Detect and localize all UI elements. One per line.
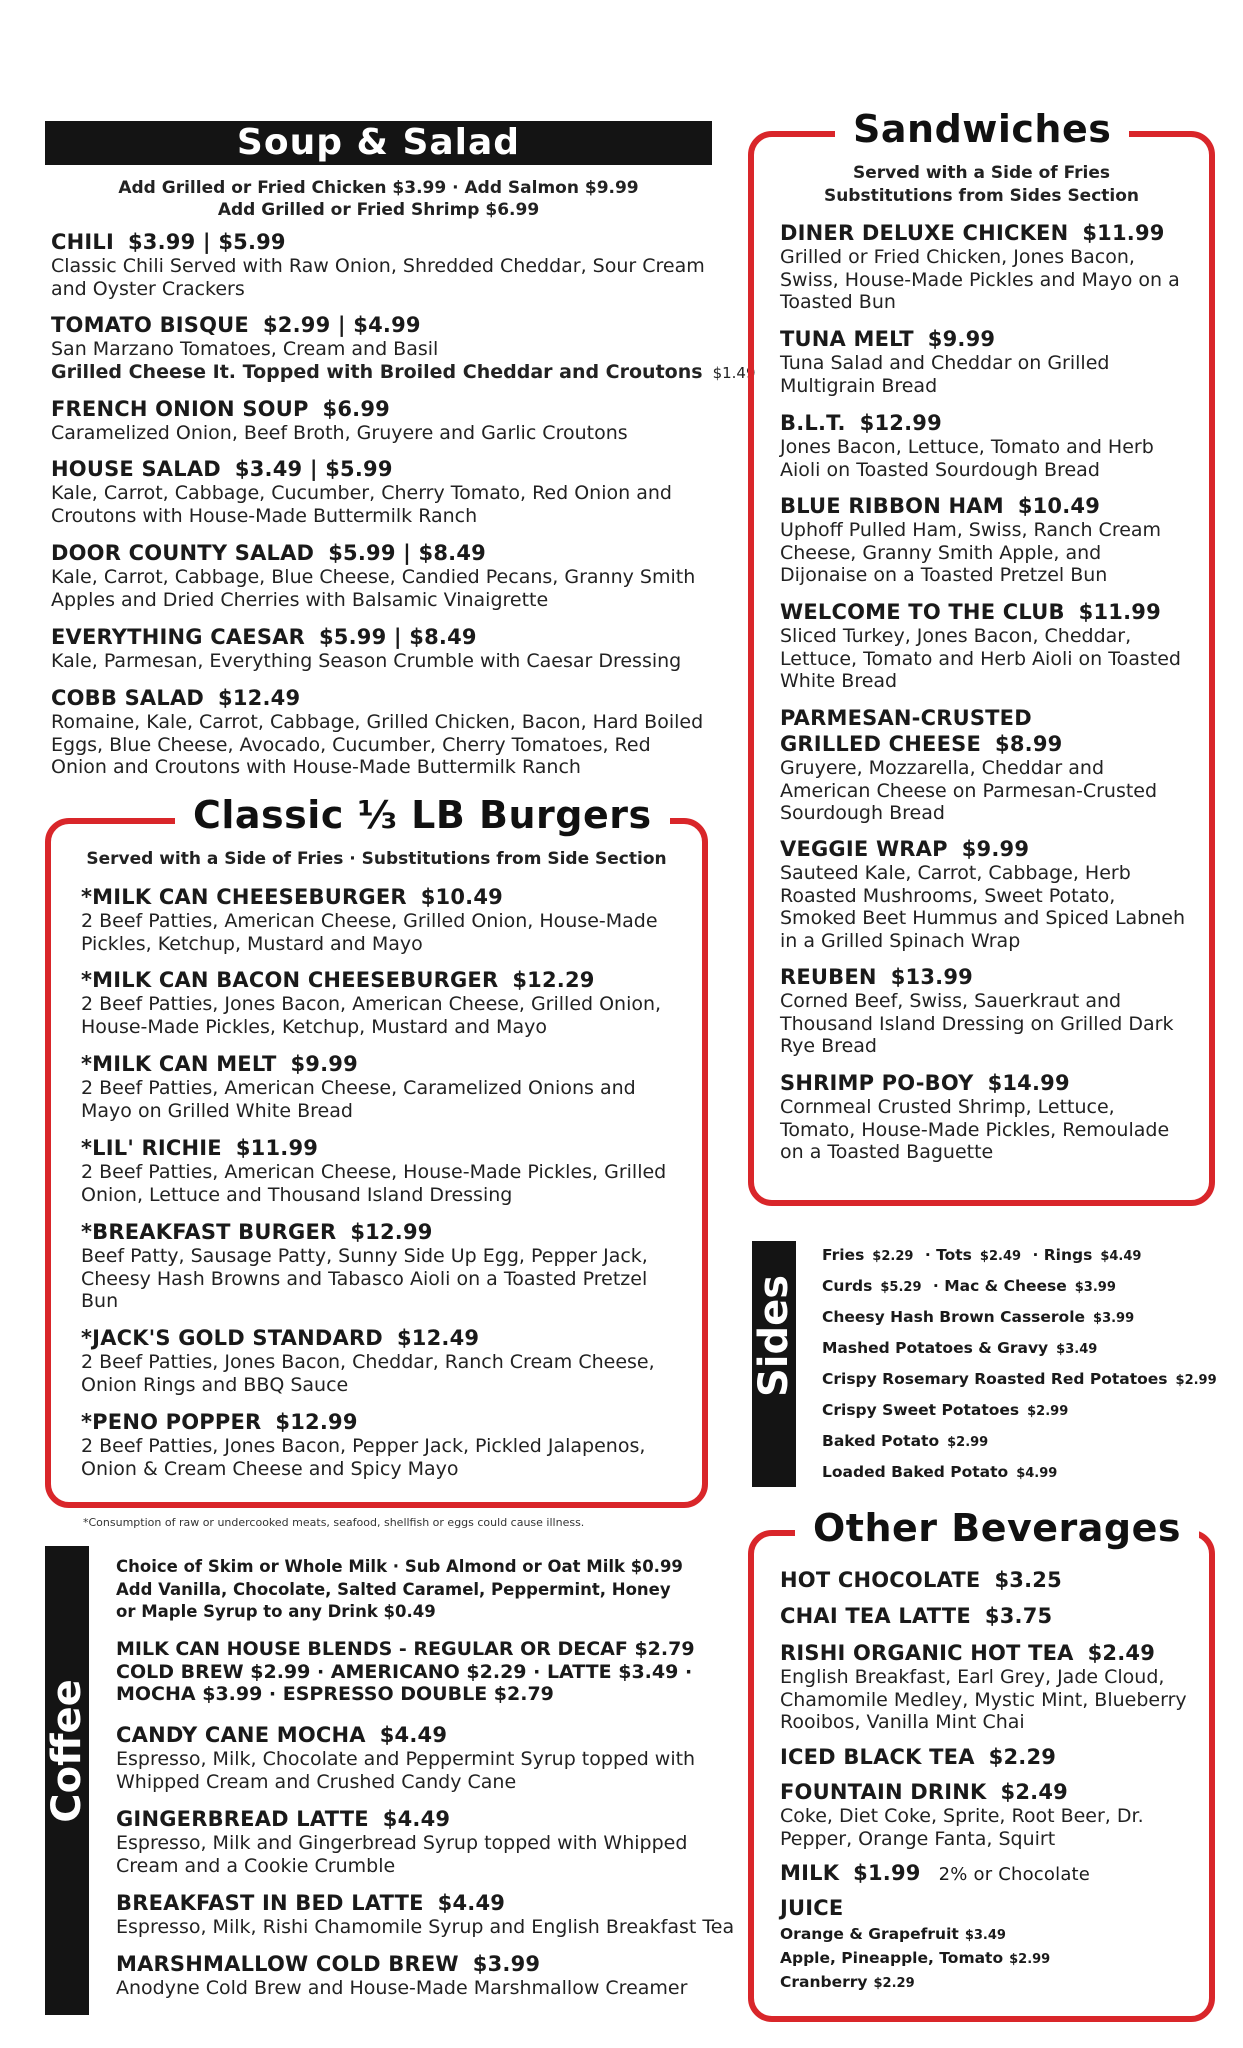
sandwich-item-tuna-melt bbox=[780, 326, 1190, 397]
item-extra-price: $1.49 bbox=[712, 363, 756, 382]
item-name: REUBEN bbox=[780, 965, 877, 989]
item-description: Classic Chili Served with Raw Onion, Shredded Cheddar, Sour Cream and Oyster Crackers bbox=[51, 255, 705, 300]
side-price: $3.49 bbox=[1056, 1342, 1098, 1357]
item-description: Kale, Carrot, Cabbage, Blue Cheese, Candied Pecans, Granny Smith Apples and Dried Cherries with Balsamic Vinaigrette bbox=[51, 566, 696, 611]
soup-item-french-onion bbox=[51, 396, 711, 445]
side-name: Mashed Potatoes & Gravy bbox=[822, 1339, 1049, 1357]
sandwich-item-blt bbox=[780, 410, 1190, 481]
item-price: $1.99 bbox=[853, 1861, 921, 1885]
coffee-addons-line: Choice of Skim or Whole Milk · Sub Almond or Oat Milk $0.99 bbox=[116, 1557, 683, 1576]
item-name: MARSHMALLOW COLD BREW bbox=[116, 1952, 459, 1976]
item-description: 2 Beef Patties, Jones Bacon, American Cheese, Grilled Onion, House-Made Pickles, Ketchup, Mustard and Mayo bbox=[81, 993, 662, 1038]
side-price: $5.29 bbox=[880, 1280, 922, 1295]
item-description: Anodyne Cold Brew and House-Made Marshmallow Creamer bbox=[116, 1977, 688, 1999]
milk-note: 2% or Chocolate bbox=[938, 1864, 1091, 1885]
soup-item-chili bbox=[51, 229, 711, 300]
item-name: FRENCH ONION SOUP bbox=[51, 397, 309, 421]
item-price: $2.49 bbox=[1000, 1780, 1068, 1804]
item-description: Gruyere, Mozzarella, Cheddar and American Cheese on Parmesan-Crusted Sourdough Bread bbox=[780, 757, 1158, 824]
item-description: 2 Beef Patties, American Cheese, House-Made Pickles, Grilled Onion, Lettuce and Thousand Island Dressing bbox=[81, 1161, 667, 1206]
burger-item-breakfast bbox=[81, 1219, 681, 1313]
side-price: $4.49 bbox=[1100, 1249, 1142, 1264]
item-description: Uphoff Pulled Ham, Swiss, Ranch Cream Cheese, Granny Smith Apple, and Dijonaise on a Toasted Pretzel Bun bbox=[780, 519, 1162, 586]
item-price: $10.49 bbox=[1017, 494, 1101, 518]
item-price: $9.99 bbox=[961, 837, 1030, 861]
item-description: Kale, Carrot, Cabbage, Cucumber, Cherry Tomato, Red Onion and Croutons with House-Made Buttermilk Ranch bbox=[51, 482, 672, 527]
side-price: $2.49 bbox=[979, 1249, 1022, 1264]
juice-option: Orange & Grapefruit $3.49 bbox=[780, 1925, 1006, 1943]
side-name: · Rings bbox=[1032, 1246, 1093, 1264]
side-name: Baked Potato bbox=[822, 1432, 940, 1450]
coffee-item-breakfast-in-bed bbox=[116, 1890, 736, 1939]
soup-salad-addons-2: Add Grilled or Fried Shrimp $6.99 bbox=[217, 200, 540, 220]
side-name: · Tots bbox=[924, 1246, 972, 1264]
item-description: Coke, Diet Coke, Sprite, Root Beer, Dr. Pepper, Orange Fanta, Squirt bbox=[780, 1805, 1144, 1850]
side-price: $4.99 bbox=[1016, 1466, 1058, 1481]
side-name: Crispy Sweet Potatoes bbox=[822, 1401, 1020, 1419]
side-name: · Mac & Cheese bbox=[932, 1277, 1067, 1295]
coffee-blends-line: MOCHA $3.99 · ESPRESSO DOUBLE $2.79 bbox=[116, 1683, 554, 1705]
item-description: Espresso, Milk and Gingerbread Syrup topped with Whipped Cream and a Cookie Crumble bbox=[116, 1832, 688, 1877]
item-name: HOT CHOCOLATE bbox=[780, 1568, 981, 1592]
beverage-item-chai-tea-latte bbox=[780, 1603, 1200, 1629]
burger-item-bacon-cheeseburger bbox=[81, 967, 681, 1038]
item-description: 2 Beef Patties, American Cheese, Grilled Onion, House-Made Pickles, Ketchup, Mustard and Mayo bbox=[81, 910, 658, 955]
item-price: $3.99 | $5.99 bbox=[128, 230, 286, 254]
item-name: COBB SALAD bbox=[51, 686, 205, 710]
sandwich-item-shrimp-po-boy bbox=[780, 1070, 1190, 1164]
salad-item-door-county bbox=[51, 540, 711, 611]
salad-item-everything-caesar bbox=[51, 624, 711, 673]
item-description: 2 Beef Patties, Jones Bacon, Pepper Jack, Pickled Jalapenos, Onion & Cream Cheese and Spicy Mayo bbox=[81, 1435, 646, 1480]
item-price: $11.99 bbox=[1082, 221, 1165, 245]
sides-row bbox=[822, 1463, 1057, 1481]
item-description: Corned Beef, Swiss, Sauerkraut and Thousand Island Dressing on Grilled Dark Rye Bread bbox=[780, 990, 1174, 1057]
sandwich-item-blue-ribbon-ham bbox=[780, 493, 1190, 587]
sides-row bbox=[822, 1308, 1134, 1326]
item-name: DOOR COUNTY SALAD bbox=[51, 541, 315, 565]
item-name: MILK bbox=[780, 1861, 840, 1885]
item-description: Sauteed Kale, Carrot, Cabbage, Herb Roasted Mushrooms, Sweet Potato, Smoked Beet Hummus and Spiced Labneh in a Grilled Spinach Wrap bbox=[780, 862, 1186, 952]
raw-food-disclaimer: *Consumption of raw or undercooked meats, seafood, shellfish or eggs could cause illness. bbox=[83, 1516, 585, 1529]
sides-row bbox=[822, 1246, 1141, 1264]
item-name: *LIL' RICHIE bbox=[81, 1136, 222, 1160]
sandwich-item-reuben bbox=[780, 964, 1195, 1058]
salad-item-house bbox=[51, 456, 711, 527]
coffee-bar bbox=[45, 1546, 89, 2015]
burger-item-melt bbox=[81, 1051, 681, 1122]
item-price: $4.49 bbox=[379, 1723, 448, 1747]
item-name: *PENO POPPER bbox=[81, 1410, 262, 1434]
coffee-house-blends bbox=[116, 1638, 695, 1706]
beverage-item-hot-chocolate bbox=[780, 1567, 1200, 1593]
item-description: Espresso, Milk, Chocolate and Peppermint Syrup topped with Whipped Cream and Crushed Candy Cane bbox=[116, 1748, 696, 1793]
item-name: BLUE RIBBON HAM bbox=[780, 494, 1004, 518]
burger-item-cheeseburger bbox=[81, 884, 681, 955]
side-price: $2.99 bbox=[947, 1435, 989, 1450]
side-name: Crispy Rosemary Roasted Red Potatoes bbox=[822, 1370, 1168, 1388]
side-name: Curds bbox=[822, 1277, 873, 1295]
item-name: RISHI ORGANIC HOT TEA bbox=[780, 1641, 1074, 1665]
item-extra: Grilled Cheese It. Topped with Broiled Cheddar and Croutons bbox=[51, 360, 703, 383]
item-description: Cornmeal Crusted Shrimp, Lettuce, Tomato, House-Made Pickles, Remoulade on a Toasted Baguette bbox=[780, 1096, 1170, 1163]
side-price: $2.99 bbox=[1027, 1404, 1069, 1419]
side-price: $3.99 bbox=[1074, 1280, 1116, 1295]
item-name: *JACK'S GOLD STANDARD bbox=[81, 1326, 383, 1350]
item-price: $11.99 bbox=[235, 1136, 319, 1160]
item-price: $14.99 bbox=[987, 1071, 1070, 1095]
side-name: Cheesy Hash Brown Casserole bbox=[822, 1308, 1086, 1326]
item-price: $3.25 bbox=[994, 1568, 1062, 1592]
item-price: $8.99 bbox=[995, 732, 1063, 756]
item-name: CANDY CANE MOCHA bbox=[116, 1723, 366, 1747]
coffee-item-candy-cane-mocha bbox=[116, 1722, 726, 1793]
item-price: $3.99 bbox=[472, 1952, 541, 1976]
item-price: $2.29 bbox=[988, 1745, 1057, 1769]
item-price: $12.99 bbox=[859, 411, 942, 435]
side-price: $3.99 bbox=[1093, 1311, 1135, 1326]
soup-salad-addons-1: Add Grilled or Fried Chicken $3.99 · Add Salmon $9.99 bbox=[118, 178, 639, 198]
item-price: $9.99 bbox=[927, 327, 996, 351]
item-price: $2.49 bbox=[1087, 1641, 1156, 1665]
beverage-item-milk bbox=[780, 1860, 1200, 1888]
item-price: $12.99 bbox=[275, 1410, 358, 1434]
item-name: DINER DELUXE CHICKEN bbox=[780, 221, 1069, 245]
sides-title: Sides bbox=[751, 1274, 797, 1398]
item-name: GINGERBREAD LATTE bbox=[116, 1807, 369, 1831]
item-name: HOUSE SALAD bbox=[51, 457, 221, 481]
item-name: *BREAKFAST BURGER bbox=[81, 1220, 337, 1244]
item-name: ICED BLACK TEA bbox=[780, 1745, 975, 1769]
item-description: Beef Patty, Sausage Patty, Sunny Side Up Egg, Pepper Jack, Cheesy Hash Browns and Tabasco Aioli on a Toasted Pretzel Bun bbox=[81, 1245, 648, 1312]
item-price: $2.99 | $4.99 bbox=[262, 313, 421, 337]
item-name: BREAKFAST IN BED LATTE bbox=[116, 1891, 424, 1915]
coffee-item-marshmallow-cold-brew bbox=[116, 1951, 736, 2000]
item-description: Espresso, Milk, Rishi Chamomile Syrup and English Breakfast Tea bbox=[116, 1916, 735, 1938]
coffee-blends-line: MILK CAN HOUSE BLENDS - REGULAR OR DECAF $2.79 bbox=[116, 1638, 695, 1660]
item-description: 2 Beef Patties, Jones Bacon, Cheddar, Ranch Cream Cheese, Onion Rings and BBQ Sauce bbox=[81, 1351, 655, 1396]
item-name: WELCOME TO THE CLUB bbox=[780, 600, 1065, 624]
item-price: $3.75 bbox=[984, 1604, 1053, 1628]
item-price: $11.99 bbox=[1078, 600, 1161, 624]
item-price: $3.49 | $5.99 bbox=[234, 457, 393, 481]
item-price: $9.99 bbox=[290, 1052, 358, 1076]
item-description: San Marzano Tomatoes, Cream and Basil bbox=[51, 338, 439, 360]
item-name: TUNA MELT bbox=[780, 327, 914, 351]
item-name: TOMATO BISQUE bbox=[51, 313, 249, 337]
item-price: $5.99 | $8.49 bbox=[328, 541, 486, 565]
coffee-item-gingerbread-latte bbox=[116, 1806, 726, 1877]
item-name: CHAI TEA LATTE bbox=[780, 1604, 971, 1628]
item-price: $12.29 bbox=[512, 968, 595, 992]
item-description: Kale, Parmesan, Everything Season Crumble with Caesar Dressing bbox=[51, 650, 682, 672]
item-name-line1: PARMESAN-CRUSTED bbox=[780, 706, 1032, 730]
item-name: *MILK CAN BACON CHEESEBURGER bbox=[81, 968, 499, 992]
item-price: $13.99 bbox=[890, 965, 973, 989]
sides-row bbox=[822, 1432, 988, 1450]
juice-option: Apple, Pineapple, Tomato $2.99 bbox=[780, 1949, 1051, 1967]
soup-item-tomato-bisque bbox=[51, 312, 756, 384]
item-price: $10.49 bbox=[420, 885, 503, 909]
item-name: SHRIMP PO-BOY bbox=[780, 1071, 974, 1095]
item-name: CHILI bbox=[51, 230, 114, 254]
sandwich-item-grilled-cheese bbox=[780, 705, 1190, 825]
item-price: $4.49 bbox=[437, 1891, 506, 1915]
item-name: GRILLED CHEESE bbox=[780, 732, 982, 756]
item-price: $12.99 bbox=[350, 1220, 433, 1244]
item-name: EVERYTHING CAESAR bbox=[51, 625, 305, 649]
salad-item-cobb bbox=[51, 685, 711, 779]
item-description: Romaine, Kale, Carrot, Cabbage, Grilled Chicken, Bacon, Hard Boiled Eggs, Blue Cheese, Avocado, Cucumber, Cherry Tomatoes, Red Onion and Croutons with House-Made Buttermilk Ranch bbox=[51, 711, 704, 778]
item-description: Tuna Salad and Cheddar on Grilled Multigrain Bread bbox=[780, 352, 1110, 397]
item-price: $12.49 bbox=[218, 686, 301, 710]
coffee-blends-line: COLD BREW $2.99 · AMERICANO $2.29 · LATTE $3.49 · bbox=[116, 1660, 693, 1683]
sides-row bbox=[822, 1370, 1217, 1388]
burger-item-peno-popper bbox=[81, 1409, 681, 1480]
burgers-subtitle: Served with a Side of Fries · Substitutions from Side Section bbox=[86, 849, 667, 869]
sides-bar bbox=[752, 1241, 796, 1487]
beverages-title: Other Beverages bbox=[795, 1506, 1199, 1550]
sandwiches-subtitle-1: Served with a Side of Fries bbox=[853, 163, 1110, 183]
sandwiches-subtitle-2: Substitutions from Sides Section bbox=[823, 186, 1140, 206]
item-name: *MILK CAN MELT bbox=[81, 1052, 277, 1076]
sides-row bbox=[822, 1277, 1116, 1295]
item-description: Caramelized Onion, Beef Broth, Gruyere and Garlic Croutons bbox=[51, 422, 628, 444]
coffee-addons-line: or Maple Syrup to any Drink $0.49 bbox=[116, 1602, 436, 1621]
soup-salad-header-bar bbox=[45, 121, 712, 165]
sides-row bbox=[822, 1401, 1068, 1419]
side-price: $2.99 bbox=[1175, 1373, 1217, 1388]
beverage-item-fountain-drink bbox=[780, 1779, 1200, 1850]
item-name: B.L.T. bbox=[780, 411, 846, 435]
side-name: Loaded Baked Potato bbox=[822, 1463, 1009, 1481]
item-description: Grilled or Fried Chicken, Jones Bacon, Swiss, House-Made Pickles and Mayo on a Toasted Bun bbox=[780, 246, 1180, 313]
burger-item-jacks-gold bbox=[81, 1325, 681, 1396]
soup-salad-title: Soup & Salad bbox=[236, 122, 521, 163]
sandwich-item-veggie-wrap bbox=[780, 836, 1195, 952]
item-description: Sliced Turkey, Jones Bacon, Cheddar, Lettuce, Tomato and Herb Aioli on Toasted White Bread bbox=[780, 625, 1181, 692]
side-price: $2.29 bbox=[872, 1249, 914, 1264]
item-name: VEGGIE WRAP bbox=[780, 837, 948, 861]
side-name: Fries bbox=[822, 1246, 865, 1264]
item-description: 2 Beef Patties, American Cheese, Caramelized Onions and Mayo on Grilled White Bread bbox=[81, 1077, 636, 1122]
coffee-title: Coffee bbox=[44, 1679, 90, 1823]
item-price: $12.49 bbox=[396, 1326, 480, 1350]
beverage-item-juice bbox=[780, 1895, 1200, 1995]
burger-item-lil-richie bbox=[81, 1135, 681, 1206]
item-description: Jones Bacon, Lettuce, Tomato and Herb Aioli on Toasted Sourdough Bread bbox=[780, 436, 1154, 481]
beverage-item-rishi-tea bbox=[780, 1640, 1200, 1734]
sides-row bbox=[822, 1339, 1097, 1357]
item-name: JUICE bbox=[780, 1896, 844, 1920]
juice-option: Cranberry $2.29 bbox=[780, 1973, 915, 1991]
sandwich-item-diner-deluxe bbox=[780, 220, 1190, 314]
item-price: $4.49 bbox=[382, 1807, 451, 1831]
coffee-addons-line: Add Vanilla, Chocolate, Salted Caramel, Peppermint, Honey bbox=[116, 1579, 671, 1599]
coffee-addons bbox=[116, 1556, 683, 1624]
item-name: *MILK CAN CHEESEBURGER bbox=[81, 885, 407, 909]
item-price: $6.99 bbox=[322, 397, 390, 421]
beverage-item-iced-black-tea bbox=[780, 1744, 1200, 1770]
sandwiches-title: Sandwiches bbox=[835, 107, 1129, 151]
burgers-title: Classic ⅓ LB Burgers bbox=[175, 793, 670, 837]
item-name: FOUNTAIN DRINK bbox=[780, 1780, 987, 1804]
item-description: English Breakfast, Earl Grey, Jade Cloud, Chamomile Medley, Mystic Mint, Blueberry Rooibos, Vanilla Mint Chai bbox=[780, 1666, 1187, 1733]
item-price: $5.99 | $8.49 bbox=[318, 625, 477, 649]
sandwich-item-welcome-club bbox=[780, 599, 1190, 693]
